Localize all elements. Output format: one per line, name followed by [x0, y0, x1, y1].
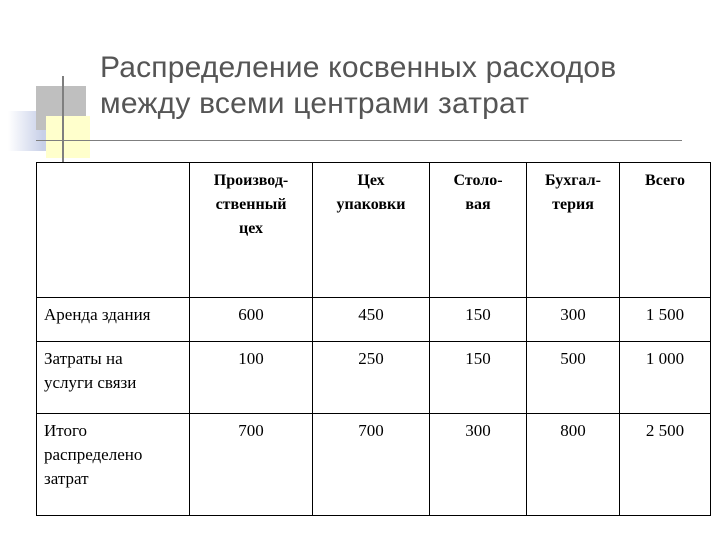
- header-total-text: Всего: [645, 172, 685, 189]
- row-label: Итого распределено затрат: [37, 414, 190, 516]
- title-line-2: между всеми центрами затрат: [100, 87, 530, 120]
- table-cell: 700: [313, 414, 430, 516]
- header-cell-packaging: [313, 163, 430, 298]
- header-production-text: Производ- ственный цех: [213, 172, 289, 237]
- header-cell-production: [190, 163, 313, 298]
- header-cell-total: [620, 163, 711, 298]
- table-row: [37, 298, 711, 342]
- title-line-1: Распределение косвенных расходов: [100, 51, 617, 84]
- table-cell: 250: [313, 342, 430, 414]
- table-cell: 500: [527, 342, 620, 414]
- header-cell-canteen: [430, 163, 527, 298]
- table-cell: 150: [430, 342, 527, 414]
- row-label: Затраты на услуги связи: [37, 342, 190, 414]
- table-cell: 300: [527, 298, 620, 342]
- header-cell-empty: [37, 163, 190, 298]
- header-accounting-text: Бухгал- терия: [545, 172, 601, 213]
- table-cell: 450: [313, 298, 430, 342]
- decor-yellow-square: [46, 116, 90, 158]
- table-header-row: [37, 163, 711, 298]
- table-cell: 150: [430, 298, 527, 342]
- table-cell: 600: [190, 298, 313, 342]
- table-cell: 2 500: [620, 414, 711, 516]
- table-cell: 700: [190, 414, 313, 516]
- row-label: Аренда здания: [37, 298, 190, 342]
- table-cell: 1 000: [620, 342, 711, 414]
- table-row: [37, 414, 711, 516]
- table-row: [37, 342, 711, 414]
- table-cell: 800: [527, 414, 620, 516]
- header-packaging-text: Цех упаковки: [336, 172, 406, 213]
- table-cell: 300: [430, 414, 527, 516]
- table-cell: 1 500: [620, 298, 711, 342]
- table-cell: 100: [190, 342, 313, 414]
- decor-vertical-line: [62, 76, 64, 162]
- decor-horizontal-line: [36, 140, 682, 141]
- header-cell-accounting: [527, 163, 620, 298]
- slide-title: [100, 50, 710, 122]
- cost-distribution-table: [36, 162, 711, 516]
- header-canteen-text: Столо- вая: [453, 172, 503, 213]
